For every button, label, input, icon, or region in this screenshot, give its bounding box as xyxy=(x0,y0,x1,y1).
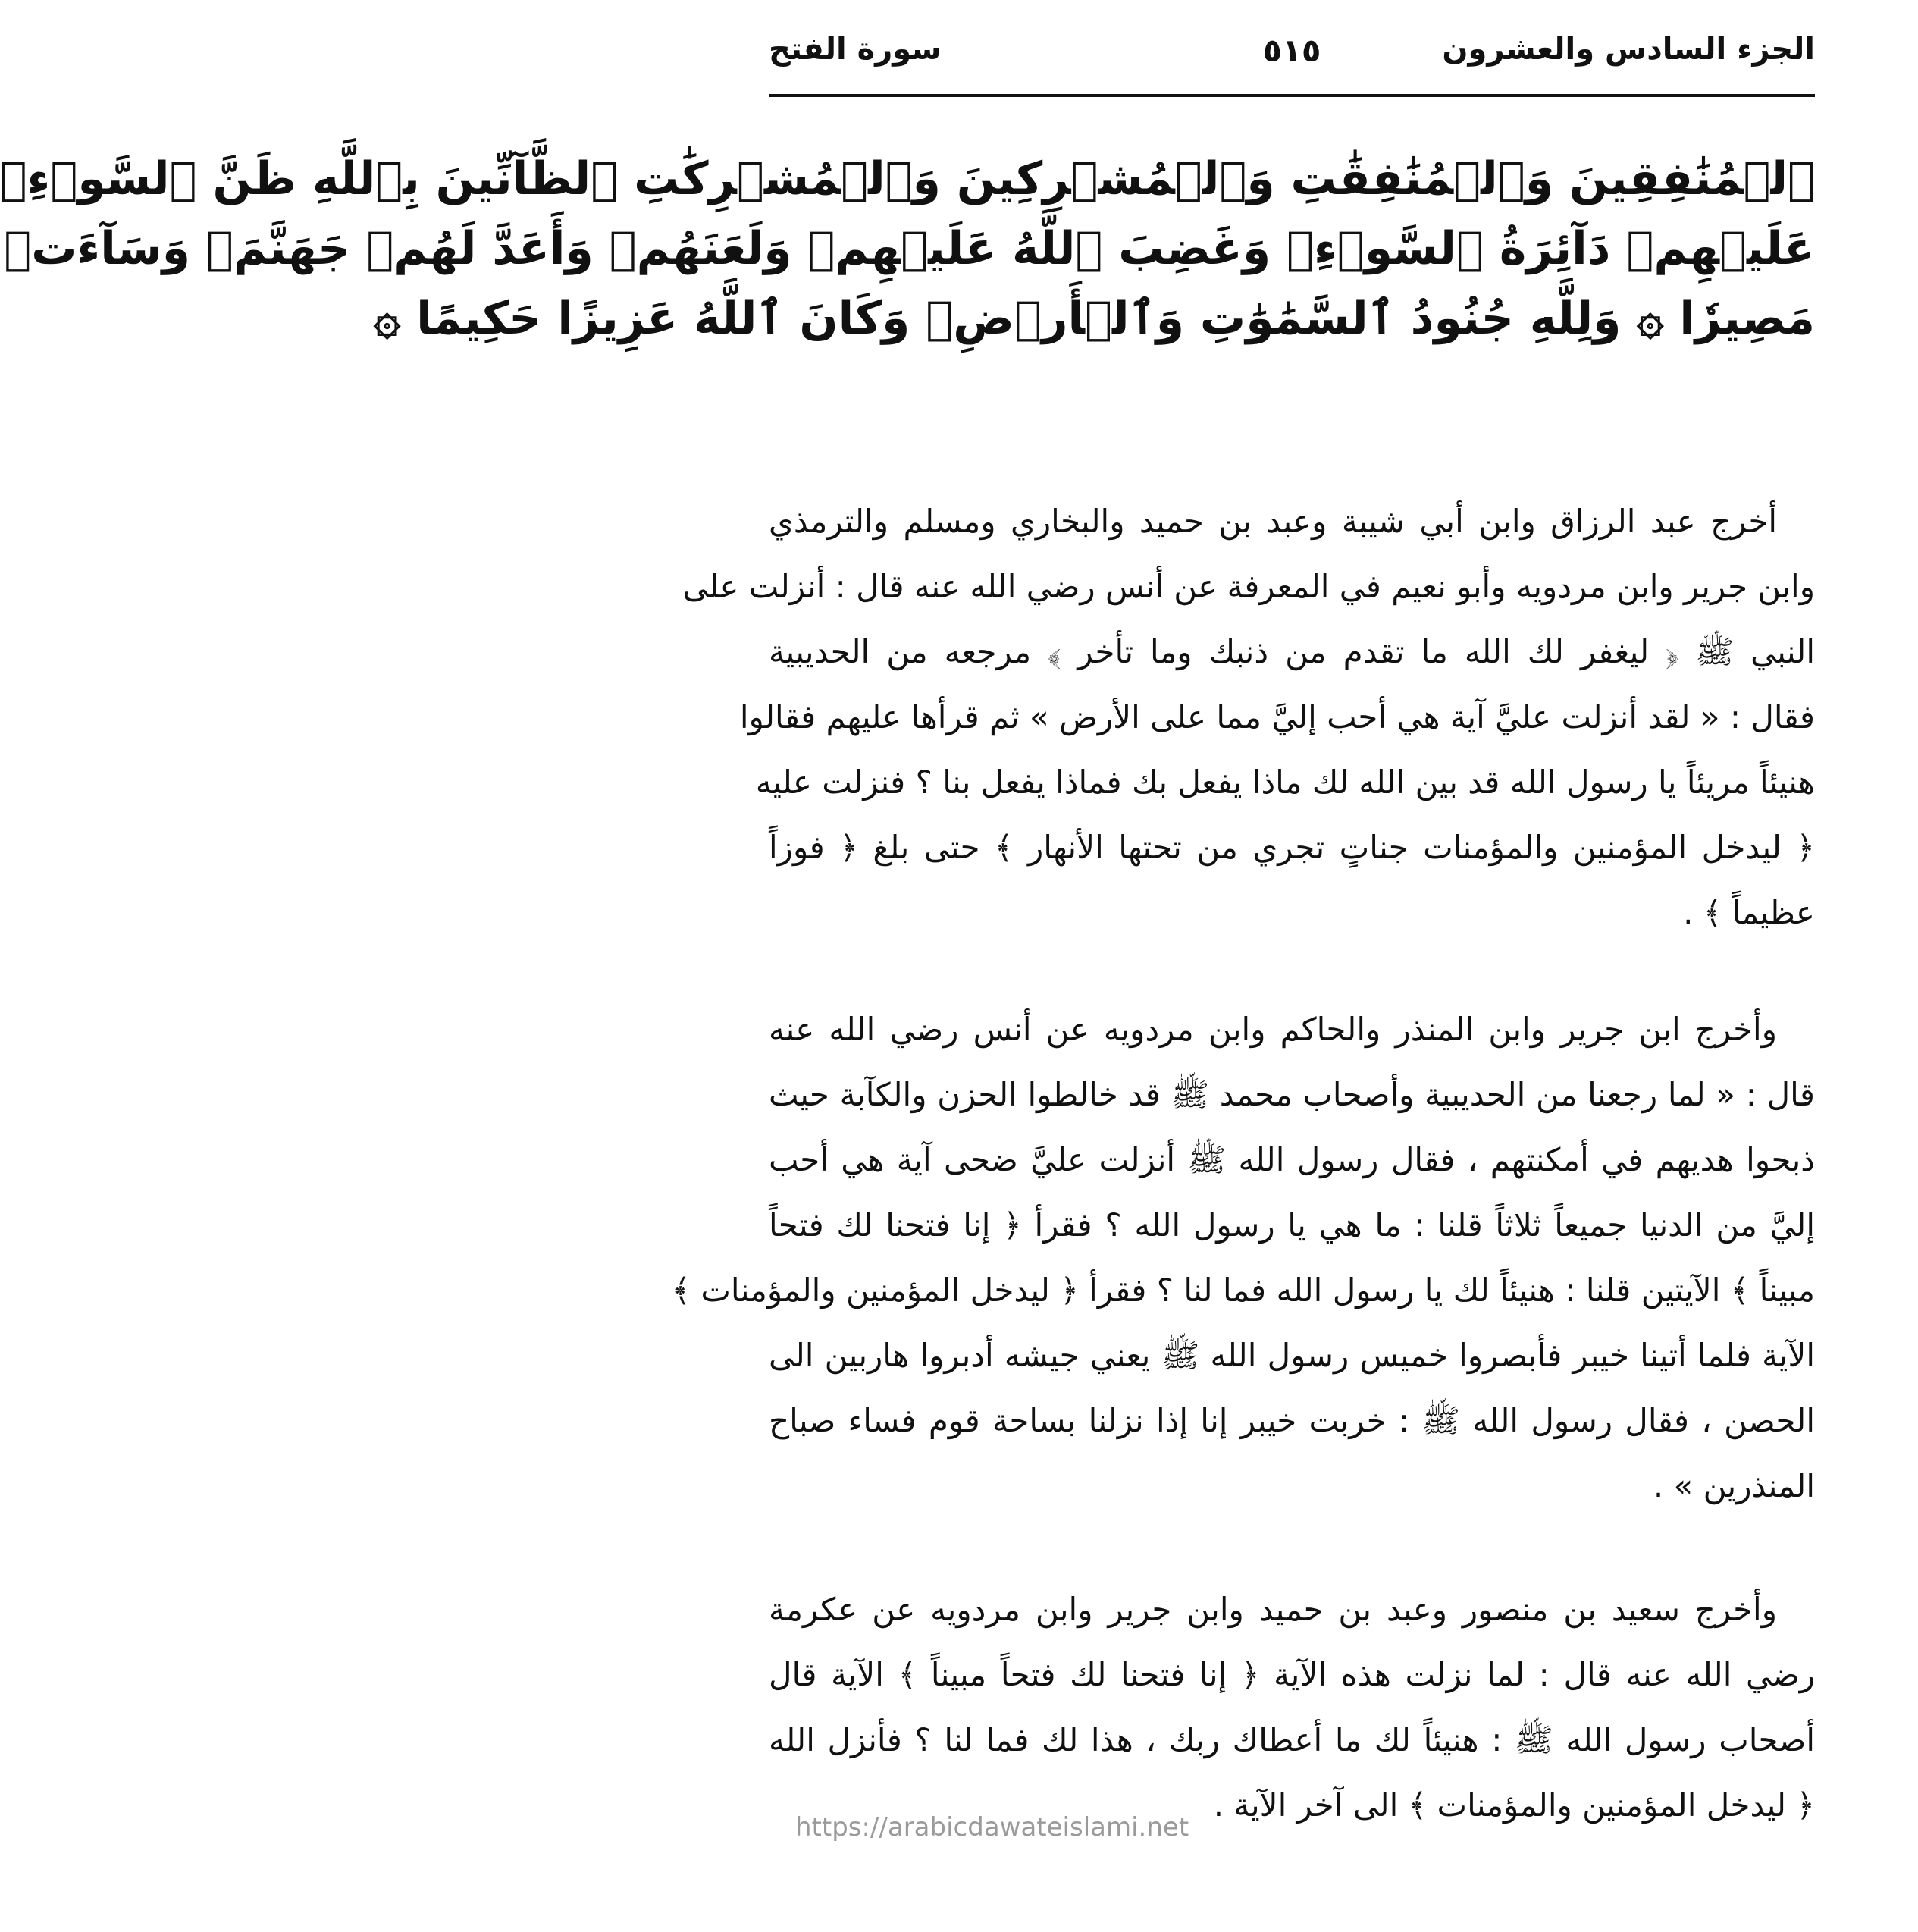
text-line: المنذرين » . xyxy=(1653,1467,1815,1504)
text-line: ذبحوا هديهم في أمكنتهم ، فقال رسول الله ﷺ أنزلت عليَّ ضحى آية هي أحب xyxy=(769,1141,1815,1178)
page-number: ٥١٥ xyxy=(1262,32,1321,69)
commentary-paragraph-1 xyxy=(682,489,1815,946)
quran-line: مَصِيرٗا ۞ وَلِلَّهِ جُنُودُ ٱلسَّمَٰوَٰتِ وَٱلۡأَرۡضِۚ وَكَانَ ٱللَّهُ عَزِيزًا حَكِيمًا ۞ xyxy=(374,292,1815,345)
quran-line: عَلَيۡهِمۡ دَآئِرَةُ ٱلسَّوۡءِۖ وَغَضِبَ ٱللَّهُ عَلَيۡهِمۡ وَلَعَنَهُمۡ وَأَعَدَّ لَهُمۡ جَهَنَّمَۖ وَسَآءَتۡ xyxy=(4,222,1815,275)
watermark-url: https://arabicdawateislami.net xyxy=(795,1812,1189,1843)
juz-title: الجزء السادس والعشرون xyxy=(1442,32,1815,67)
commentary-paragraph-3 xyxy=(769,1577,1815,1838)
text-line: وأخرج سعيد بن منصور وعبد بن حميد وابن جرير وابن مردويه عن عكرمة xyxy=(769,1591,1777,1628)
quran-line: ٱلۡمُنَٰفِقِينَ وَٱلۡمُنَٰفِقَٰتِ وَٱلۡمُشۡرِكِينَ وَٱلۡمُشۡرِكَٰتِ ٱلظَّآنِّينَ بِٱللَّهِ ظَنَّ ٱلسَّوۡءِۚ xyxy=(0,152,1815,205)
commentary-paragraph-2 xyxy=(672,997,1815,1519)
page-header xyxy=(769,32,1815,85)
text-line: مبيناً ﴾ الآيتين قلنا : هنيئاً لك يا رسول الله فما لنا ؟ فقرأ ﴿ ليدخل المؤمنين والمؤمنات ﴾ xyxy=(672,1272,1815,1309)
text-line: رضي الله عنه قال : لما نزلت هذه الآية ﴿ إنا فتحنا لك فتحاً مبيناً ﴾ الآية قال xyxy=(769,1656,1815,1693)
text-line: أصحاب رسول الله ﷺ : هنيئاً لك ما أعطاك ربك ، هذا لك فما لنا ؟ فأنزل الله xyxy=(769,1721,1815,1758)
surah-title: سورة الفتح xyxy=(769,32,942,67)
text-line: وابن جرير وابن مردويه وأبو نعيم في المعرفة عن أنس رضي الله عنه قال : أنزلت على xyxy=(682,568,1815,605)
text-line: قال : « لما رجعنا من الحديبية وأصحاب محمد ﷺ قد خالطوا الحزن والكآبة حيث xyxy=(769,1076,1815,1113)
text-line: فقال : « لقد أنزلت عليَّ آية هي أحب إليَّ مما على الأرض » ثم قرأها عليهم فقالوا xyxy=(739,698,1815,735)
text-line: وأخرج ابن جرير وابن المنذر والحاكم وابن مردويه عن أنس رضي الله عنه xyxy=(769,1011,1777,1048)
text-line: ﴿ ليدخل المؤمنين والمؤمنات ﴾ الى آخر الآية . xyxy=(1213,1786,1815,1824)
text-line: عظيماً ﴾ . xyxy=(1683,894,1815,931)
text-line: أخرج عبد الرزاق وابن أبي شيبة وعبد بن حميد والبخاري ومسلم والترمذي xyxy=(769,503,1777,540)
text-line: ﴿ ليدخل المؤمنين والمؤمنات جناتٍ تجري من تحتها الأنهار ﴾ حتى بلغ ﴿ فوزاً xyxy=(769,829,1815,866)
quran-verses xyxy=(0,144,1815,353)
text-line: الآية فلما أتينا خيبر فأبصروا خميس رسول الله ﷺ يعني جيشه أدبروا هاربين الى xyxy=(769,1337,1815,1374)
header-rule xyxy=(769,94,1815,97)
text-line: هنيئاً مريئاً يا رسول الله قد بين الله لك ماذا يفعل بك فماذا يفعل بنا ؟ فنزلت عليه xyxy=(755,764,1815,801)
text-line: النبي ﷺ ﴿ ليغفر لك الله ما تقدم من ذنبك وما تأخر ﴾ مرجعه من الحديبية xyxy=(769,633,1815,670)
text-line: إليَّ من الدنيا جميعاً ثلاثاً قلنا : ما هي يا رسول الله ؟ فقرأ ﴿ إنا فتحنا لك فتحاً xyxy=(769,1206,1815,1244)
text-line: الحصن ، فقال رسول الله ﷺ : خربت خيبر إنا إذا نزلنا بساحة قوم فساء صباح xyxy=(769,1402,1815,1439)
